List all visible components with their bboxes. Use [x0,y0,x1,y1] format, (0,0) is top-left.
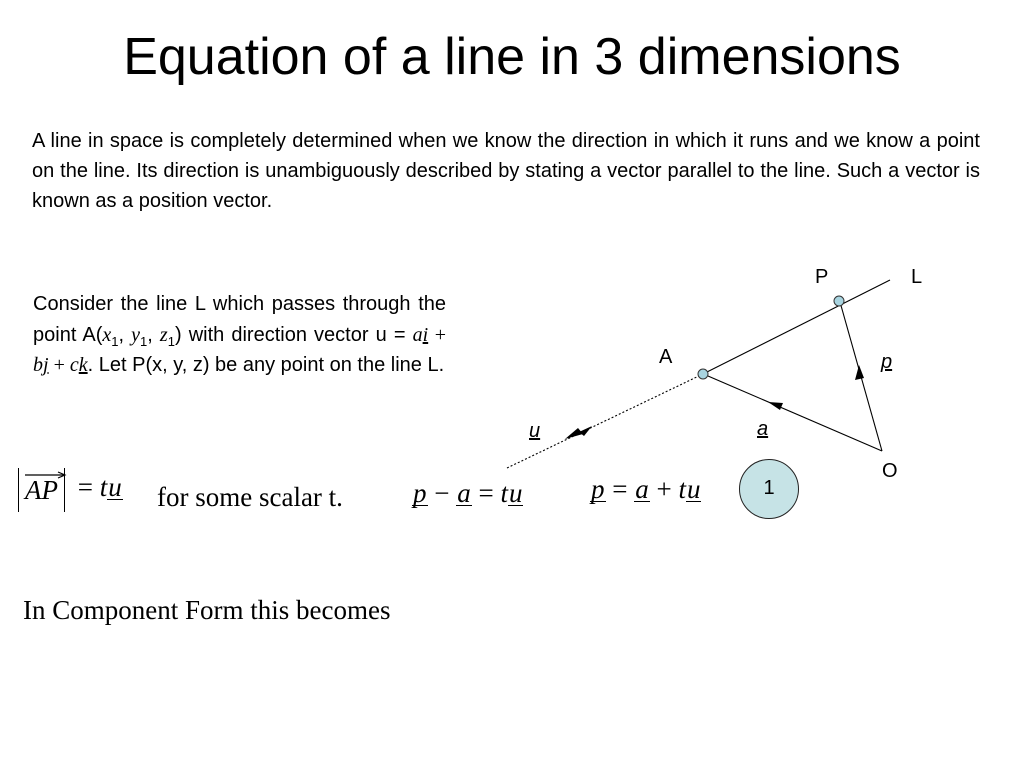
coord-z: z [159,323,168,346]
arrow-u-tail [565,428,583,439]
consider-text-1: Consider the line L which passes through the point A( [33,293,446,346]
arrow-a-head [768,402,783,410]
consider-text-2: ) with direction vector u = [174,323,413,346]
coef-b: b [33,354,43,376]
ap-arrow-icon [24,471,68,479]
coef-c: c [69,354,79,376]
ap-t: t [99,472,108,503]
coord-z-sub: 1 [167,333,175,349]
eq1-t: t [500,478,508,508]
consider-text-3: . Let P(x, y, z) be any point on the line L. [87,354,445,376]
ap-u: u [108,472,122,503]
ap-a: A [25,475,42,505]
eq2-t: t [678,474,686,504]
eq2-a: a [635,474,649,504]
eq1-p: p [413,478,427,508]
label-origin-o: O [882,460,898,482]
point-a-marker [698,369,708,379]
eq2-u: u [686,474,701,504]
eq2-p: p [591,474,605,504]
unit-k: k [78,354,88,376]
vector-a-line [708,376,882,451]
eq1-minus: − [434,478,450,508]
label-vector-a: a [757,418,769,440]
slide-title: Equation of a line in 3 dimensions [123,28,901,86]
coord-x-sub: 1 [111,333,119,349]
component-form-text: In Component Form this becomes [23,595,391,625]
point-p-marker [834,296,844,306]
coord-x: x [102,323,112,346]
eq1-a: a [457,478,471,508]
unit-i: i [422,323,429,346]
coord-sep-2: , [147,323,160,346]
unit-j: j [43,354,49,376]
label-p-point: P [815,266,829,288]
scalar-text: for some scalar t. [157,482,343,512]
eq1-equals: = [478,478,494,508]
plus-1: + [428,323,446,346]
eq2-equals: = [612,474,628,504]
label-vector-u: u [529,420,541,442]
label-vector-p: p [881,351,893,373]
coef-a: a [412,323,423,346]
line-l [703,280,893,374]
coord-sep-1: , [118,323,132,346]
coord-y: y [131,323,141,346]
label-a-point: A [659,346,673,368]
eq1-u: u [508,478,523,508]
equation-minus-form [412,477,523,509]
ap-equals: = [77,472,93,503]
ap-magnitude [18,468,65,512]
ap-equation [18,468,123,512]
plus-2: + [48,354,70,376]
equation-plus-form [590,473,701,505]
equation-number-badge: 1 [739,459,799,519]
arrow-p-head [855,365,864,380]
intro-paragraph: A line in space is completely determined when we know the direction in which it runs and we know a point on the line. Its direction is unambiguously described by stating a vector parallel to the line. Such a vector is known as a position vector. [32,130,980,212]
coord-y-sub: 1 [140,333,148,349]
eq2-plus: + [656,474,672,504]
ap-p: P [41,475,58,505]
label-line-l: L [911,266,923,288]
